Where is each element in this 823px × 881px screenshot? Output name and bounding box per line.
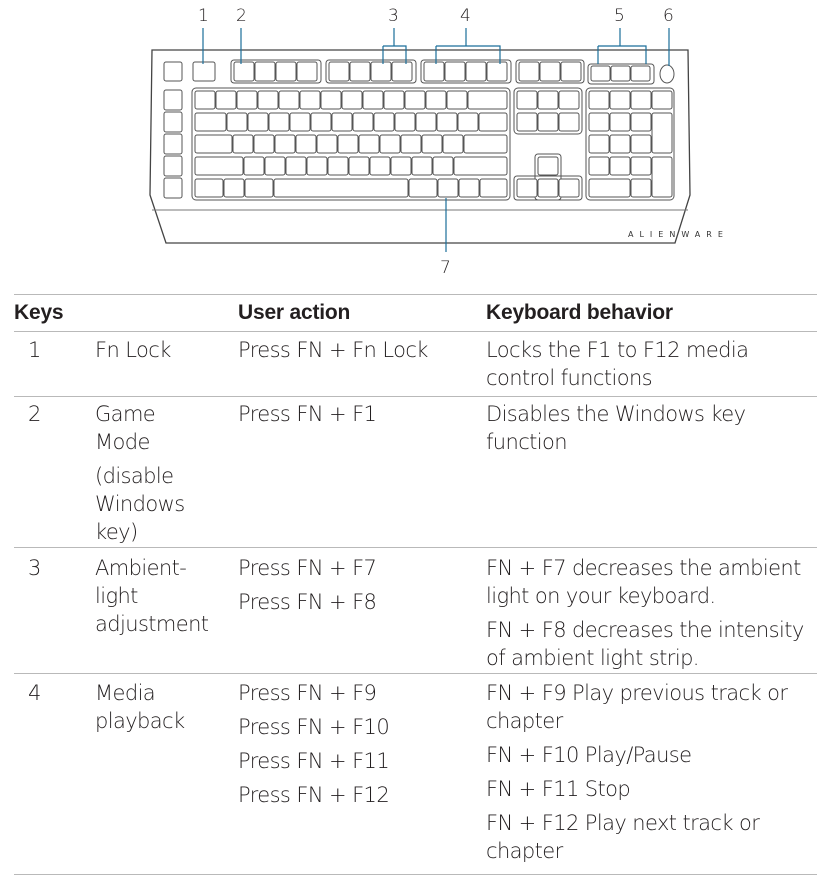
key-name-line: (disable [95, 464, 174, 488]
table-divider [14, 294, 817, 295]
behavior-line: function [486, 430, 567, 454]
key-name [95, 400, 185, 546]
key-name [95, 336, 171, 364]
key-number: 2 [28, 402, 41, 426]
behavior-line: FN + F11 Stop [486, 777, 631, 801]
behavior-line: FN + F7 decreases the ambient [486, 556, 801, 580]
action-line: Press FN + F7 [238, 556, 377, 580]
key-name-line: playback [95, 709, 185, 733]
callout-3: 3 [388, 6, 399, 26]
keyboard-behavior [486, 400, 745, 456]
key-name-line: light [95, 584, 138, 608]
behavior-line: control functions [486, 366, 652, 390]
action-line: Press FN + F9 [238, 681, 377, 705]
callout-5: 5 [614, 6, 625, 26]
action-line: Press FN + F10 [238, 715, 390, 739]
behavior-line: chapter [486, 839, 563, 863]
user-action [238, 554, 376, 616]
keyboard-behavior [486, 336, 748, 392]
keyboard-illustration [0, 0, 823, 285]
behavior-line: Locks the F1 to F12 media [486, 338, 749, 362]
callout-7: 7 [440, 258, 451, 278]
behavior-line: light on your keyboard. [486, 584, 716, 608]
action-line: Press FN + F8 [238, 590, 377, 614]
user-action [238, 400, 376, 428]
callout-6: 6 [663, 6, 674, 26]
key-name-line: Windows [95, 492, 185, 516]
header-keyboard-behavior: Keyboard behavior [486, 301, 673, 324]
keyboard-behavior [486, 554, 804, 672]
key-name-line: key) [95, 520, 138, 544]
action-line: Press FN + F11 [238, 749, 390, 773]
action-line: Press FN + Fn Lock [238, 338, 428, 362]
table-divider [14, 874, 817, 875]
action-line: Press FN + F12 [238, 783, 390, 807]
key-name-line: Mode [95, 430, 150, 454]
behavior-line: FN + F8 decreases the intensity [486, 618, 804, 642]
key-number: 1 [28, 338, 41, 362]
key-name-line: Game [95, 402, 156, 426]
header-user-action: User action [238, 301, 351, 324]
behavior-line: of ambient light strip. [486, 646, 699, 670]
behavior-line: chapter [486, 709, 563, 733]
behavior-line: FN + F10 Play/Pause [486, 743, 692, 767]
behavior-line: Disables the Windows key [486, 402, 746, 426]
action-line: Press FN + F1 [238, 402, 377, 426]
table-divider [14, 673, 817, 674]
brand-logo: ALIENWARE [628, 230, 729, 239]
key-number: 4 [28, 681, 41, 705]
table-divider [14, 396, 817, 397]
table-divider [14, 547, 817, 548]
keyboard-behavior [486, 679, 787, 865]
callout-4: 4 [460, 6, 471, 26]
keyboard-diagram [0, 0, 823, 285]
key-name [95, 679, 185, 735]
key-name-line: Fn Lock [95, 338, 171, 362]
user-action [238, 336, 428, 364]
behavior-line: FN + F12 Play next track or [486, 811, 760, 835]
header-keys: Keys [14, 301, 64, 324]
key-name [95, 554, 208, 638]
key-number: 3 [28, 556, 41, 580]
key-name-line: adjustment [95, 612, 209, 636]
callout-1: 1 [198, 6, 209, 26]
user-action [238, 679, 389, 809]
table-divider [14, 331, 817, 332]
behavior-line: FN + F9 Play previous track or [486, 681, 788, 705]
key-name-line: Media [95, 681, 156, 705]
callout-2: 2 [236, 6, 247, 26]
key-name-line: Ambient- [95, 556, 187, 580]
